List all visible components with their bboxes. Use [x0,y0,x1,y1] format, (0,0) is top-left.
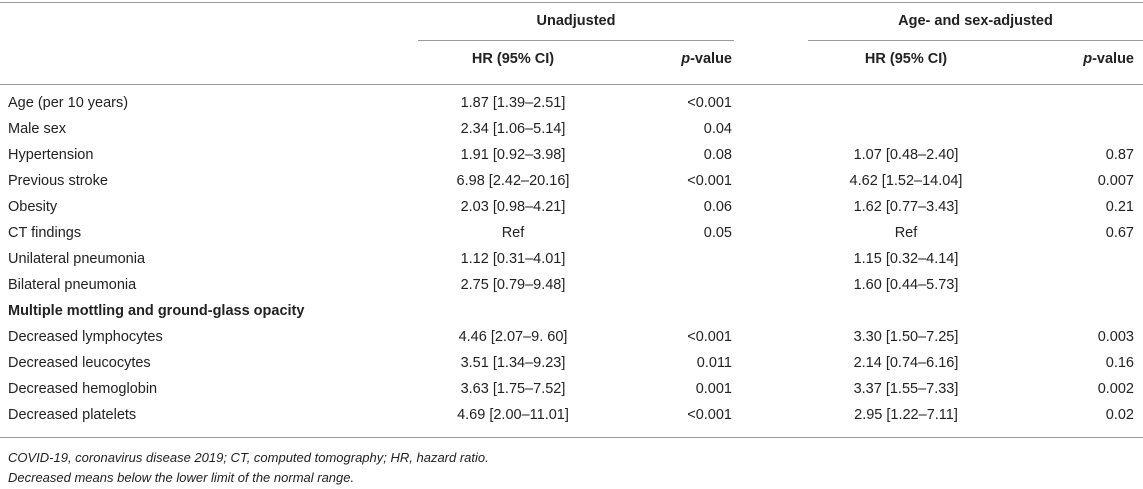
pvalue-unadjusted-cell: 0.001 [695,381,732,397]
hr-unadjusted-cell: 4.69 [2.00–11.01] [457,407,569,423]
row-label: Bilateral pneumonia [8,277,137,293]
pvalue-unadjusted-cell: 0.04 [703,121,732,137]
hr-unadjusted-cell: 6.98 [2.42–20.16] [456,173,570,189]
pvalue-unadjusted-cell: <0.001 [687,407,732,423]
col-header-pvalue-unadjusted: p-value [681,51,732,67]
hr-adjusted-cell: 1.07 [0.48–2.40] [853,147,959,163]
pvalue-adjusted-cell: 0.003 [1097,329,1134,345]
adjusted-group-rule [808,40,1143,41]
hr-adjusted-cell: 2.95 [1.22–7.11] [854,407,958,423]
group-header-unadjusted: Unadjusted [536,13,616,29]
hr-unadjusted-cell: 1.91 [0.92–3.98] [460,147,566,163]
pvalue-adjusted-cell: 0.002 [1097,381,1134,397]
col-header-pvalue-adjusted: p-value [1083,51,1134,67]
pvalue-adjusted-cell: 0.87 [1105,147,1134,163]
table-bottom-rule [0,437,1143,438]
footnote-abbreviations: COVID-19, coronavirus disease 2019; CT, computed tomography; HR, hazard ratio. [8,450,489,465]
header-bottom-rule [0,84,1143,85]
row-label: Decreased leucocytes [8,355,151,371]
pvalue-unadjusted-cell: 0.05 [703,225,732,241]
hr-unadjusted-cell: 2.03 [0.98–4.21] [460,199,566,215]
row-label: Multiple mottling and ground-glass opacity [8,303,305,319]
hr-adjusted-cell: 3.30 [1.50–7.25] [853,329,959,345]
row-label: Male sex [8,121,67,137]
hr-adjusted-cell: 1.15 [0.32–4.14] [853,251,959,267]
hr-adjusted-cell: 1.60 [0.44–5.73] [853,277,959,293]
hr-unadjusted-cell: 4.46 [2.07–9. 60] [458,329,568,345]
row-label: Decreased platelets [8,407,137,423]
pvalue-adjusted-cell: 0.16 [1105,355,1134,371]
pvalue-adjusted-cell: 0.02 [1105,407,1134,423]
unadjusted-group-rule [418,40,734,41]
pvalue-unadjusted-cell: <0.001 [687,329,732,345]
pvalue-adjusted-cell: 0.007 [1097,173,1134,189]
row-label: Previous stroke [8,173,108,189]
hr-unadjusted-cell: 3.63 [1.75–7.52] [460,381,566,397]
row-label: Decreased hemoglobin [8,381,158,397]
hr-unadjusted-cell: 1.87 [1.39–2.51] [460,95,566,111]
hr-adjusted-cell: Ref [894,225,918,241]
hr-adjusted-cell: 3.37 [1.55–7.33] [853,381,959,397]
hr-unadjusted-cell: 1.12 [0.31–4.01] [460,251,566,267]
col-header-hr-unadjusted: HR (95% CI) [471,51,555,67]
group-header-adjusted: Age- and sex-adjusted [898,13,1053,29]
pvalue-unadjusted-cell: <0.001 [687,173,732,189]
hr-unadjusted-cell: 2.75 [0.79–9.48] [460,277,566,293]
row-label: CT findings [8,225,82,241]
pvalue-adjusted-cell: 0.21 [1105,199,1134,215]
table-top-rule [0,2,1143,3]
pvalue-unadjusted-cell: 0.06 [703,199,732,215]
hr-adjusted-cell: 1.62 [0.77–3.43] [853,199,959,215]
row-label: Hypertension [8,147,94,163]
row-label: Age (per 10 years) [8,95,129,111]
row-label: Decreased lymphocytes [8,329,163,345]
hr-adjusted-cell: 2.14 [0.74–6.16] [853,355,959,371]
hr-unadjusted-cell: 3.51 [1.34–9.23] [460,355,566,371]
row-label: Unilateral pneumonia [8,251,146,267]
pvalue-unadjusted-cell: 0.011 [696,355,732,371]
col-header-hr-adjusted: HR (95% CI) [864,51,948,67]
hr-adjusted-cell: 4.62 [1.52–14.04] [849,173,963,189]
row-label: Obesity [8,199,58,215]
pvalue-unadjusted-cell: <0.001 [687,95,732,111]
hr-unadjusted-cell: 2.34 [1.06–5.14] [460,121,566,137]
pvalue-adjusted-cell: 0.67 [1105,225,1134,241]
hr-unadjusted-cell: Ref [501,225,525,241]
footnote-definition: Decreased means below the lower limit of the normal range. [8,470,355,485]
pvalue-unadjusted-cell: 0.08 [703,147,732,163]
